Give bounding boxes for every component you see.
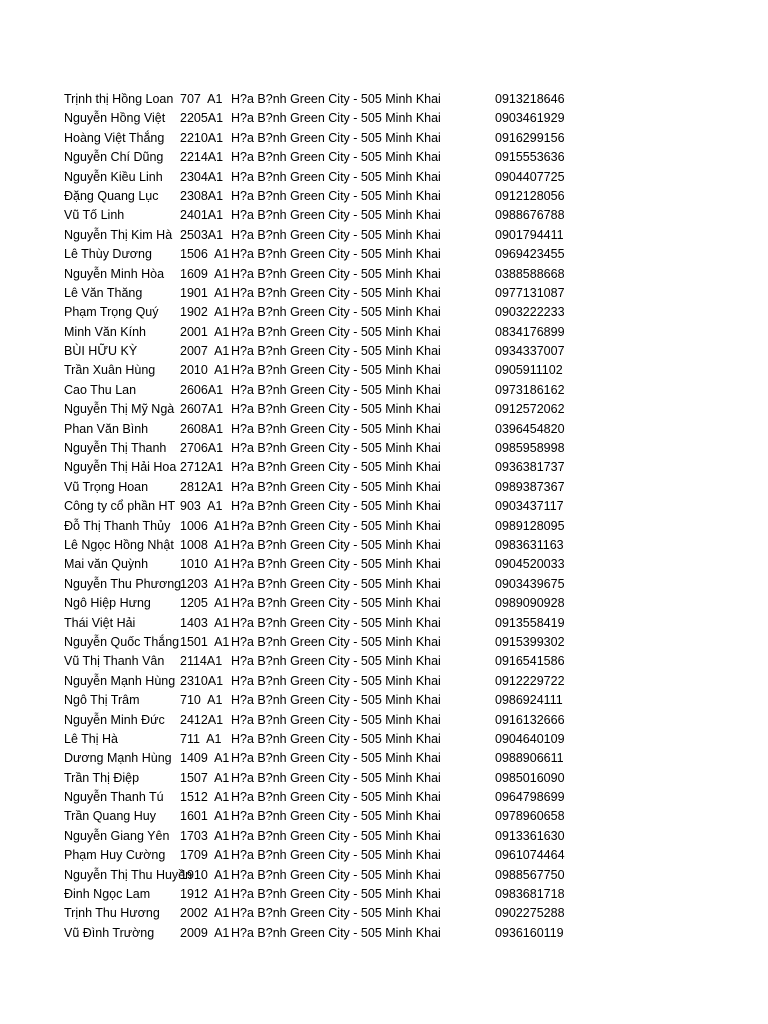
address-cell: H?a B?nh Green City - 505 Minh Khai: [231, 518, 441, 533]
resident-name-cell: Công ty cổ phần HT: [64, 499, 176, 514]
address-cell: H?a B?nh Green City - 505 Minh Khai: [231, 925, 441, 940]
address-cell: H?a B?nh Green City - 505 Minh Khai: [231, 92, 441, 106]
phone-number-cell: 0988567750: [495, 867, 565, 882]
resident-name-cell: Nguyễn Thị Hải Hoa: [64, 460, 177, 475]
apartment-unit-cell: 707 A1: [180, 92, 223, 106]
resident-name-cell: Nguyễn Thị Mỹ Ngà: [64, 402, 175, 417]
apartment-unit-cell: 2608A1: [180, 421, 224, 436]
apartment-unit-cell: 2304A1: [180, 169, 224, 184]
resident-name-cell: Phạm Trọng Quý: [64, 305, 159, 320]
list-item: [0, 885, 768, 904]
phone-number-cell: 0913558419: [495, 615, 565, 630]
apartment-unit-cell: 710 A1: [180, 693, 223, 708]
list-item: [0, 846, 768, 865]
resident-name-cell: Trịnh thị Hồng Loan: [64, 92, 174, 106]
list-item: [0, 614, 768, 633]
phone-number-cell: 0904520033: [495, 557, 565, 572]
resident-name-cell: Nguyễn Minh Hòa: [64, 266, 165, 281]
address-cell: H?a B?nh Green City - 505 Minh Khai: [231, 537, 441, 552]
resident-name-cell: Ngô Hiệp Hưng: [64, 596, 151, 611]
phone-number-cell: 0961074464: [495, 848, 565, 863]
list-item: [0, 90, 768, 109]
phone-number-cell: 0916299156: [495, 130, 565, 145]
list-item: [0, 458, 768, 477]
address-cell: H?a B?nh Green City - 505 Minh Khai: [231, 150, 441, 165]
phone-number-cell: 0977131087: [495, 285, 565, 300]
list-item: [0, 400, 768, 419]
phone-number-cell: 0834176899: [495, 324, 565, 339]
address-cell: H?a B?nh Green City - 505 Minh Khai: [231, 247, 441, 262]
apartment-unit-cell: 2210A1: [180, 130, 224, 145]
apartment-unit-cell: 1409 A1: [180, 751, 230, 766]
list-item: [0, 866, 768, 885]
address-cell: H?a B?nh Green City - 505 Minh Khai: [231, 305, 441, 320]
apartment-unit-cell: 1008 A1: [180, 537, 230, 552]
apartment-unit-cell: 2308A1: [180, 188, 224, 203]
address-cell: H?a B?nh Green City - 505 Minh Khai: [231, 770, 441, 785]
list-item: [0, 633, 768, 652]
list-item: [0, 148, 768, 167]
resident-name-cell: Dương Mạnh Hùng: [64, 751, 172, 766]
address-cell: H?a B?nh Green City - 505 Minh Khai: [231, 441, 441, 456]
resident-name-cell: Mai văn Quỳnh: [64, 557, 149, 572]
phone-number-cell: 0989387367: [495, 479, 565, 494]
address-cell: H?a B?nh Green City - 505 Minh Khai: [231, 111, 441, 126]
apartment-unit-cell: 1901 A1: [180, 285, 230, 300]
resident-name-cell: Nguyễn Thị Thanh: [64, 441, 167, 456]
address-cell: H?a B?nh Green City - 505 Minh Khai: [231, 693, 441, 708]
phone-number-cell: 0388588668: [495, 266, 565, 281]
list-item: [0, 749, 768, 768]
apartment-unit-cell: 2010 A1: [180, 363, 230, 378]
phone-number-cell: 0934337007: [495, 344, 565, 359]
resident-name-cell: Nguyễn Kiều Linh: [64, 169, 163, 184]
apartment-unit-cell: 2114A1: [180, 654, 223, 669]
phone-number-cell: 0396454820: [495, 421, 565, 436]
apartment-unit-cell: 1902 A1: [180, 305, 230, 320]
phone-number-cell: 0985016090: [495, 770, 565, 785]
apartment-unit-cell: 2002 A1: [180, 906, 230, 921]
address-cell: H?a B?nh Green City - 505 Minh Khai: [231, 634, 441, 649]
apartment-unit-cell: 2712A1: [180, 460, 224, 475]
apartment-unit-cell: 1709 A1: [180, 848, 230, 863]
address-cell: H?a B?nh Green City - 505 Minh Khai: [231, 731, 441, 746]
apartment-unit-cell: 2310A1: [180, 673, 224, 688]
apartment-unit-cell: 1403 A1: [180, 615, 230, 630]
phone-number-cell: 0904640109: [495, 731, 565, 746]
resident-name-cell: BÙI HỮU KỲ: [64, 344, 138, 359]
resident-list-sheet: [0, 90, 768, 943]
list-item: [0, 575, 768, 594]
resident-name-cell: Hoàng Việt Thắng: [64, 130, 165, 145]
list-item: [0, 711, 768, 730]
phone-number-cell: 0902275288: [495, 906, 565, 921]
address-cell: H?a B?nh Green City - 505 Minh Khai: [231, 828, 441, 843]
address-cell: H?a B?nh Green City - 505 Minh Khai: [231, 460, 441, 475]
list-item: [0, 769, 768, 788]
apartment-unit-cell: 2607A1: [180, 402, 224, 417]
resident-name-cell: Cao Thu Lan: [64, 382, 137, 397]
resident-name-cell: Lê Văn Thăng: [64, 285, 143, 300]
address-cell: H?a B?nh Green City - 505 Minh Khai: [231, 654, 441, 669]
apartment-unit-cell: 1501 A1: [180, 634, 230, 649]
address-cell: H?a B?nh Green City - 505 Minh Khai: [231, 887, 441, 902]
apartment-unit-cell: 2503A1: [180, 227, 224, 242]
resident-name-cell: Nguyễn Giang Yên: [64, 828, 170, 843]
resident-name-cell: Trần Xuân Hùng: [64, 363, 156, 378]
apartment-unit-cell: 2007 A1: [180, 344, 230, 359]
phone-number-cell: 0903437117: [495, 499, 564, 514]
phone-number-cell: 0985958998: [495, 441, 565, 456]
resident-name-cell: Ngô Thị Trâm: [64, 693, 140, 708]
resident-name-cell: Nguyễn Quốc Thắng: [64, 634, 180, 649]
apartment-unit-cell: 1912 A1: [180, 887, 230, 902]
resident-name-cell: Nguyễn Thị Thu Huyền: [64, 867, 193, 882]
list-item: [0, 303, 768, 322]
apartment-unit-cell: 1205 A1: [180, 596, 230, 611]
resident-name-cell: Phạm Huy Cường: [64, 848, 166, 863]
list-item: [0, 361, 768, 380]
phone-number-cell: 0988676788: [495, 208, 565, 223]
address-cell: H?a B?nh Green City - 505 Minh Khai: [231, 324, 441, 339]
apartment-unit-cell: 2401A1: [180, 208, 224, 223]
address-cell: H?a B?nh Green City - 505 Minh Khai: [231, 557, 441, 572]
list-item: [0, 265, 768, 284]
address-cell: H?a B?nh Green City - 505 Minh Khai: [231, 576, 441, 591]
list-item: [0, 226, 768, 245]
list-item: [0, 555, 768, 574]
apartment-unit-cell: 2606A1: [180, 382, 224, 397]
list-item: [0, 206, 768, 225]
resident-name-cell: Đinh Ngọc Lam: [64, 887, 151, 902]
apartment-unit-cell: 903 A1: [180, 499, 223, 514]
resident-name-cell: Nguyễn Minh Đức: [64, 712, 165, 727]
phone-number-cell: 0916132666: [495, 712, 565, 727]
address-cell: H?a B?nh Green City - 505 Minh Khai: [231, 130, 441, 145]
apartment-unit-cell: 2412A1: [180, 712, 224, 727]
list-item: [0, 827, 768, 846]
resident-name-cell: Trần Quang Huy: [64, 809, 156, 824]
list-item: [0, 381, 768, 400]
resident-name-cell: Vũ Trọng Hoan: [64, 479, 149, 494]
phone-number-cell: 0913361630: [495, 828, 565, 843]
apartment-unit-cell: 1006 A1: [180, 518, 230, 533]
apartment-unit-cell: 1203 A1: [180, 576, 230, 591]
phone-number-cell: 0903439675: [495, 576, 565, 591]
phone-number-cell: 0903222233: [495, 305, 565, 320]
address-cell: H?a B?nh Green City - 505 Minh Khai: [231, 615, 441, 630]
address-cell: H?a B?nh Green City - 505 Minh Khai: [231, 227, 441, 242]
phone-number-cell: 0936381737: [495, 460, 565, 475]
apartment-unit-cell: 2214A1: [180, 150, 224, 165]
resident-name-cell: Lê Thị Hà: [64, 731, 118, 746]
phone-number-cell: 0988906611: [495, 751, 564, 766]
list-item: [0, 109, 768, 128]
resident-name-cell: Vũ Thị Thanh Vân: [64, 654, 165, 669]
list-item: [0, 691, 768, 710]
phone-number-cell: 0986924111: [495, 693, 563, 708]
apartment-unit-cell: 1506 A1: [180, 247, 230, 262]
list-item: [0, 652, 768, 671]
resident-name-cell: Minh Văn Kính: [64, 324, 146, 339]
address-cell: H?a B?nh Green City - 505 Minh Khai: [231, 344, 441, 359]
address-cell: H?a B?nh Green City - 505 Minh Khai: [231, 906, 441, 921]
phone-number-cell: 0903461929: [495, 111, 565, 126]
resident-name-cell: Lê Thùy Dương: [64, 247, 152, 262]
apartment-unit-cell: 1609 A1: [180, 266, 230, 281]
resident-name-cell: Nguyễn Thị Kim Hà: [64, 227, 173, 242]
list-item: [0, 807, 768, 826]
address-cell: H?a B?nh Green City - 505 Minh Khai: [231, 673, 441, 688]
phone-number-cell: 0969423455: [495, 247, 565, 262]
resident-name-cell: Nguyễn Chí Dũng: [64, 150, 164, 165]
phone-number-cell: 0983631163: [495, 537, 564, 552]
phone-number-cell: 0989128095: [495, 518, 565, 533]
address-cell: H?a B?nh Green City - 505 Minh Khai: [231, 809, 441, 824]
phone-number-cell: 0989090928: [495, 596, 565, 611]
address-cell: H?a B?nh Green City - 505 Minh Khai: [231, 402, 441, 417]
address-cell: H?a B?nh Green City - 505 Minh Khai: [231, 266, 441, 281]
apartment-unit-cell: 1601 A1: [180, 809, 230, 824]
list-item: [0, 594, 768, 613]
phone-number-cell: 0915399302: [495, 634, 565, 649]
address-cell: H?a B?nh Green City - 505 Minh Khai: [231, 169, 441, 184]
resident-name-cell: Vũ Đình Trường: [64, 925, 155, 940]
phone-number-cell: 0978960658: [495, 809, 565, 824]
phone-number-cell: 0901794411: [495, 227, 564, 242]
phone-number-cell: 0973186162: [495, 382, 565, 397]
address-cell: H?a B?nh Green City - 505 Minh Khai: [231, 479, 441, 494]
phone-number-cell: 0936160119: [495, 925, 564, 940]
phone-number-cell: 0912128056: [495, 188, 565, 203]
resident-name-cell: Vũ Tố Linh: [64, 208, 125, 223]
apartment-unit-cell: 1507 A1: [180, 770, 230, 785]
address-cell: H?a B?nh Green City - 505 Minh Khai: [231, 867, 441, 882]
resident-name-cell: Nguyễn Thu Phương: [64, 576, 182, 591]
phone-number-cell: 0916541586: [495, 654, 565, 669]
phone-number-cell: 0913218646: [495, 92, 565, 106]
list-item: [0, 245, 768, 264]
phone-number-cell: 0964798699: [495, 790, 565, 805]
resident-name-cell: Phan Văn Bình: [64, 421, 149, 436]
address-cell: H?a B?nh Green City - 505 Minh Khai: [231, 208, 441, 223]
apartment-unit-cell: 2205A1: [180, 111, 224, 126]
list-item: [0, 924, 768, 943]
phone-number-cell: 0912572062: [495, 402, 565, 417]
apartment-unit-cell: 2706A1: [180, 441, 224, 456]
resident-name-cell: Trần Thị Điệp: [64, 770, 140, 785]
list-item: [0, 420, 768, 439]
apartment-unit-cell: 1703 A1: [180, 828, 230, 843]
apartment-unit-cell: 711 A1: [180, 731, 222, 746]
address-cell: H?a B?nh Green City - 505 Minh Khai: [231, 499, 441, 514]
list-item: [0, 129, 768, 148]
list-item: [0, 323, 768, 342]
list-item: [0, 187, 768, 206]
address-cell: H?a B?nh Green City - 505 Minh Khai: [231, 848, 441, 863]
resident-name-cell: Nguyễn Thanh Tú: [64, 790, 164, 805]
address-cell: H?a B?nh Green City - 505 Minh Khai: [231, 421, 441, 436]
address-cell: H?a B?nh Green City - 505 Minh Khai: [231, 188, 441, 203]
phone-number-cell: 0983681718: [495, 887, 565, 902]
list-item: [0, 672, 768, 691]
address-cell: H?a B?nh Green City - 505 Minh Khai: [231, 790, 441, 805]
apartment-unit-cell: 1512 A1: [180, 790, 230, 805]
apartment-unit-cell: 2009 A1: [180, 925, 230, 940]
list-item: [0, 478, 768, 497]
resident-name-cell: Trịnh Thu Hương: [64, 906, 160, 921]
resident-name-cell: Đặng Quang Lục: [64, 188, 159, 203]
phone-number-cell: 0915553636: [495, 150, 565, 165]
address-cell: H?a B?nh Green City - 505 Minh Khai: [231, 712, 441, 727]
list-item: [0, 904, 768, 923]
phone-number-cell: 0912229722: [495, 673, 565, 688]
list-item: [0, 439, 768, 458]
list-item: [0, 730, 768, 749]
resident-name-cell: Nguyễn Hồng Việt: [64, 111, 166, 126]
list-item: [0, 497, 768, 516]
phone-number-cell: 0904407725: [495, 169, 565, 184]
resident-name-cell: Đỗ Thị Thanh Thủy: [64, 518, 171, 533]
list-item: [0, 517, 768, 536]
list-item: [0, 342, 768, 361]
list-item: [0, 536, 768, 555]
address-cell: H?a B?nh Green City - 505 Minh Khai: [231, 751, 441, 766]
phone-number-cell: 0905911102: [495, 363, 563, 378]
list-item: [0, 284, 768, 303]
address-cell: H?a B?nh Green City - 505 Minh Khai: [231, 285, 441, 300]
address-cell: H?a B?nh Green City - 505 Minh Khai: [231, 596, 441, 611]
apartment-unit-cell: 1010 A1: [180, 557, 230, 572]
address-cell: H?a B?nh Green City - 505 Minh Khai: [231, 363, 441, 378]
apartment-unit-cell: 2812A1: [180, 479, 224, 494]
list-item: [0, 788, 768, 807]
resident-name-cell: Nguyễn Mạnh Hùng: [64, 673, 176, 688]
resident-name-cell: Lê Ngọc Hồng Nhật: [64, 537, 174, 552]
resident-name-cell: Thái Việt Hải: [64, 615, 136, 630]
list-item: [0, 168, 768, 187]
apartment-unit-cell: 2001 A1: [180, 324, 230, 339]
apartment-unit-cell: 1910 A1: [180, 867, 230, 882]
address-cell: H?a B?nh Green City - 505 Minh Khai: [231, 382, 441, 397]
